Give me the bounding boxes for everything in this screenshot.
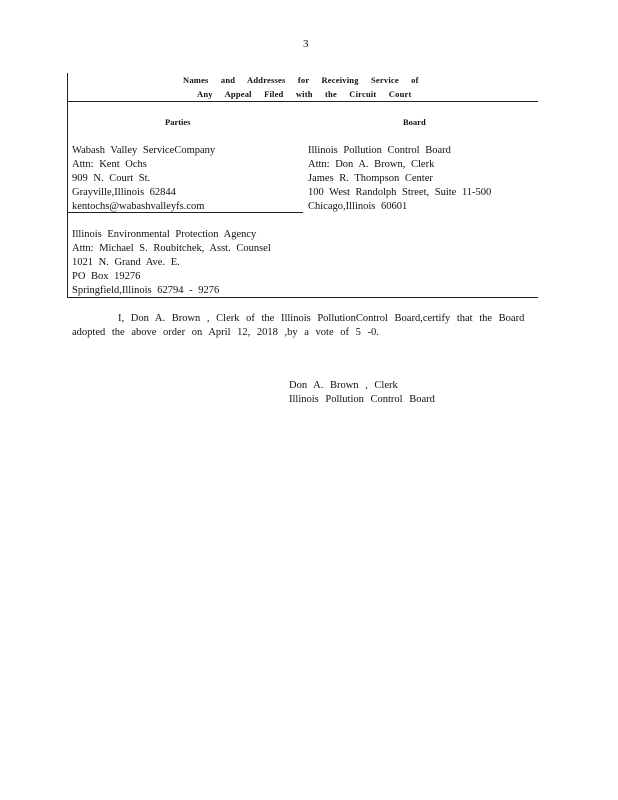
signature-block xyxy=(289,379,435,407)
address-line: PO Box 19276 xyxy=(72,271,141,282)
address-line: Attn: Michael S. Roubitchek, Asst. Counsel xyxy=(72,243,271,254)
address-line: Illinois Environmental Protection Agency xyxy=(72,229,257,240)
address-line: Illinois Pollution Control Board xyxy=(308,145,451,156)
column-header-parties: Parties xyxy=(165,117,191,127)
table-left-border xyxy=(67,73,68,297)
address-line: Wabash Valley ServiceCompany xyxy=(72,145,216,156)
signature-name: Don A. Brown , Clerk xyxy=(289,380,398,391)
address-line: 909 N. Court St. xyxy=(72,173,151,184)
email-line: kentochs@wabashvalleyfs.com xyxy=(72,201,205,212)
certification-paragraph xyxy=(72,312,524,340)
party-iepa-address xyxy=(72,228,271,298)
address-line: 100 West Randolph Street, Suite 11-500 xyxy=(308,187,492,198)
address-line: James R. Thompson Center xyxy=(308,173,433,184)
party-divider-rule xyxy=(67,212,303,213)
table-caption-line2: Any Appeal Filed with the Circuit Court xyxy=(197,89,412,99)
address-line: Attn: Don A. Brown, Clerk xyxy=(308,159,435,170)
board-address xyxy=(308,144,491,214)
address-line: Springfield,Illinois 62794 - 9276 xyxy=(72,285,220,296)
signature-org: Illinois Pollution Control Board xyxy=(289,394,435,405)
address-line: Grayville,Illinois 62844 xyxy=(72,187,176,198)
party-wabash-address xyxy=(72,144,215,214)
column-header-board: Board xyxy=(403,117,426,127)
table-header-rule xyxy=(67,101,538,102)
page-number: 3 xyxy=(303,38,309,50)
table-bottom-rule xyxy=(67,297,538,298)
address-line: Attn: Kent Ochs xyxy=(72,159,147,170)
certification-line1: I, Don A. Brown , Clerk of the Illinois PollutionControl Board,certify that the Board xyxy=(118,313,525,324)
table-caption-line1: Names and Addresses for Receiving Service of xyxy=(183,75,419,85)
address-line: Chicago,Illinois 60601 xyxy=(308,201,408,212)
address-line: 1021 N. Grand Ave. E. xyxy=(72,257,180,268)
certification-line2: adopted the above order on April 12, 2018 ,by a vote of 5 -0. xyxy=(72,327,379,338)
